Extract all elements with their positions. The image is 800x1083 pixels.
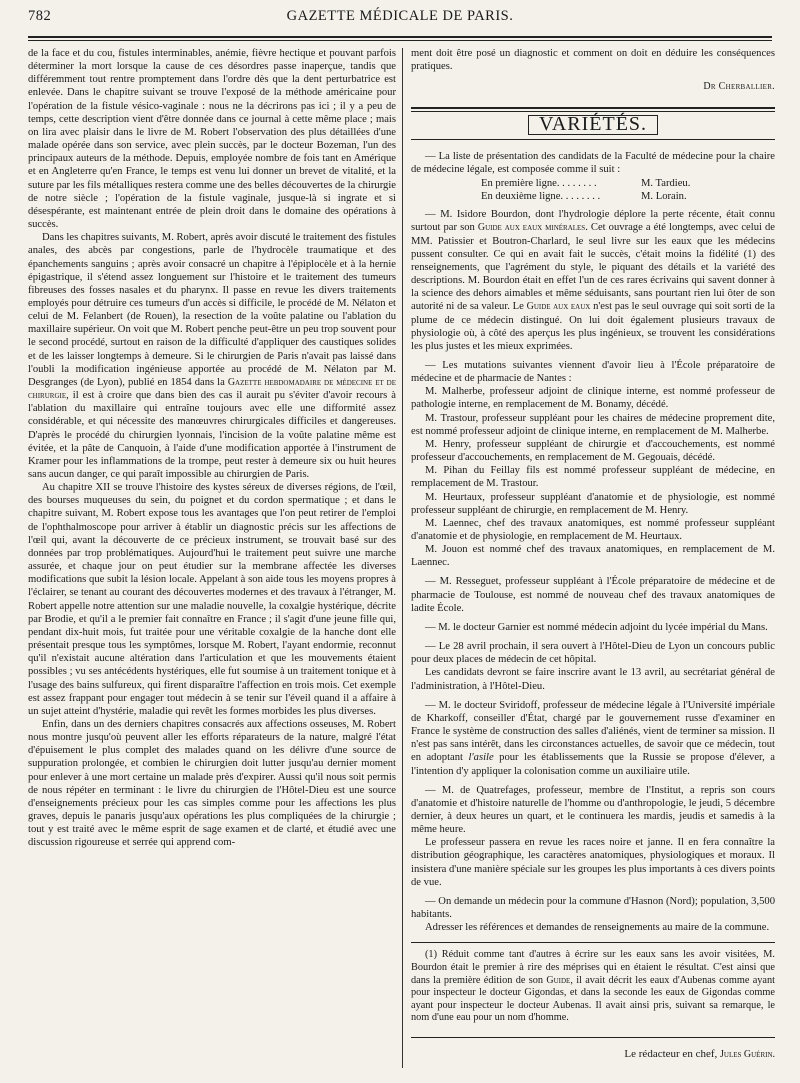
news-item: M. Trastour, professeur suppléant pour les chaires de médecine proprement dite, est nommé professeur adjoint de clinique interne, en remplacement de M. Malherbe. <box>411 412 775 437</box>
news-item: M. Malherbe, professeur adjoint de clinique interne, est nommé professeur de pathologie interne, en remplacement de M. Bonamy, décédé. <box>411 386 775 411</box>
text-run: Dans les chapitres suivants, M. Robert, après avoir discuté le traitement des fistules anales, des abcès par congestions, parle de l'hydrocèle traumatique et des épanchements sanguins ; après avoir consacré un chapitre à l'épiplocèle et à la hernie épigastrique, il s'étend assez longuement sur l'histoire et le traitement des tumeurs fibreuses des fosses nasales et du pharynx. Il passe en revue les divers traitements employés pour détruire ces tumeurs d'un accès si difficile, le procédé de M. Nélaton et celui de M. Felanbert (de Rouen), la resection de la voûte palatine ou l'ablation du maxillaire supérieur. On voit que M. Robert penche peut-être un peu trop souvent pour le second procédé, surtout en raison de la difficulté d'appliquer des caustiques solides et de les laisser longtemps à demeure. Si le chirurgien de Paris n'avait pas laissé dans l'oubli la modification ingénieuse apportée au procédé de M. Nélaton par M. Desgranges (de Lyon), publié en 1854 dans la <box>28 232 396 388</box>
section-title: VARIÉTÉS. <box>528 115 658 134</box>
news-item: Les candidats devront se faire inscrire avant le 13 avril, au secrétariat général de l'administration, à l'Hôtel-Dieu. <box>411 667 775 692</box>
journal-title: GAZETTE MÉDICALE DE PARIS. <box>286 8 514 24</box>
news-item: — On demande un médecin pour la commune d'Hasnon (Nord); population, 3,500 habitants. <box>411 895 775 921</box>
news-item: Le professeur passera en revue les races noire et janne. Il en fera connaître la distribution géographique, les caractères anatomiques, physiologiques et moraux. Il insistera d'une manière spéciale sur les groupes les plus importants à ces divers points de vue. <box>411 837 775 888</box>
news-item: — M. Resseguet, professeur suppléant à l'École préparatoire de médecine et de pharmacie de Toulouse, est nommé de nouveau chef des travaux anatomiques de ladite École. <box>411 576 775 614</box>
left-column <box>28 47 396 850</box>
text-run: — M. le docteur Sviridoff, professeur de médecine légale à l'Université impériale de Kharkoff, conseiller d'État, chargé par le gouvernement russe d'examiner en France le système de construction des salles d'aliénés, vient de terminer sa mission. Il n'est pas sans intérêt, dans les circonstances actuelles, de savoir que ce médecin, tout en adoptant <box>411 699 775 764</box>
candidate-row <box>481 177 775 190</box>
news-item: — M. le docteur Garnier est nommé médecin adjoint du lycée impérial du Mans. <box>425 621 768 633</box>
section-heading-box <box>411 107 775 139</box>
book-title: Guide aux eaux <box>526 301 591 313</box>
news-item: — Les mutations suivantes viennent d'avoir lieu à l'École préparatoire de médecine et de pharmacie de Nantes : <box>411 359 775 385</box>
news-item: M. Jouon est nommé chef des travaux anatomiques, en remplacement de M. Laennec. <box>411 544 775 569</box>
candidate-rank: En deuxième ligne. . . . . . . . <box>481 191 601 203</box>
header-rule <box>28 36 772 38</box>
editor-name: Jules Guérin. <box>720 1048 775 1060</box>
paragraph: Enfin, dans un des derniers chapitres consacrés aux affections osseuses, M. Robert nous montre jusqu'où peuvent aller les efforts réparateurs de la nature, malgré l'état d'épuisement le plus complet des malades quand on les délivre d'une source de suppuration prolongée, et combien le chirurgien doit lutter jusqu'au dernier moment pour enlever à une mort certaine un malade près d'expirer. Aussi qu'il nous soit permis de nous répéter en terminant : le livre du chirurgien de l'Hôtel-Dieu est une source d'enseignements précieux pour les cas simples comme pour les affections les plus graves, depuis le panaris jusqu'aux opérations les plus compliquées de la chirurgie ; tout y est traité avec le même esprit de sage examen et de clarté, et étudié avec une discussion rigoureuse et serrée qui apprend com- <box>28 718 396 849</box>
news-item: Adresser les références et demandes de renseignements au maire de la commune. <box>425 922 770 934</box>
header-rule-thin <box>28 40 772 41</box>
text-run: , il avait décrit les eaux d'Aubenas comme ayant pour inspecteur le docteur Gigondas, et dans la seconde les eaux de Gigondas comme ayant pour inspecteur le docteur Aubenas. Il avait ainsi pris, suivant sa remarque, le nom d'une eau pour un nom d'homme. <box>411 974 776 1024</box>
article-signature: Dr Cherballier. <box>703 81 775 93</box>
paragraph: de la face et du cou, fistules interminables, anémie, fièvre hectique et pouvant parfois déterminer la mort lorsque la cause de ces désordres passe inaperçue, tandis que différemment tout rentre promptement dans l'ordre dès que la dent perturbatrice est enlevée. Dans le chapitre suivant se trouve l'exposé de la méthode américaine pour l'opération de la fistule vésico-vaginale : nous ne la décrirons pas ici ; il y a peu de temps, cette description vient d'être donnée dans ce journal à cette même place ; mais on lira avec plaisir dans le livre de M. Robert l'observation des plus détaillées d'une malade opérée dans son service, avec plein succès, par le docteur Bozeman, l'un des principaux auteurs de la méthode. Depuis, employée nombre de fois tant en Amérique et en Angleterre qu'en France, le temps est venu lui donner un brevet de vitalité, et la suture par les fils métalliques restera comme une des belles découvertes de la chirurgie de notre siècle ; l'opération de la fistule vaginale, jusque-là si ingrate et si désespérante, est maintenant entrée de plein droit dans le domaine des opérations à succès. <box>28 48 396 231</box>
text-run: , il est à croire que dans bien des cas il aurait pu s'éviter d'avoir recours à l'ablation du maxillaire qui entraîne toujours avec elle une difformité assez considérable, et qui nécessite des manœuvres chirurgicales difficiles et dangereuses. D'après le procédé du chirurgien lyonnais, l'incision de la voûte palatine même est évitée, et la pâte de Canquoin, à l'aide d'une modification apportée à l'instrument de Kramer pour les inflammations de la trompe, peut rester à demeure six ou huit heures sans aucun danger, ce qui paraît impossible au chirurgien de Paris. <box>28 390 396 480</box>
candidate-rank: En première ligne. . . . . . . . <box>481 177 597 189</box>
page-number: 782 <box>28 8 52 24</box>
news-item <box>411 699 775 778</box>
footnote <box>411 942 775 1025</box>
text-run: . Cet ouvrage a été longtemps, avec celui de MM. Patissier et Boutron-Charlard, le seul livre sur les eaux que les médecins pussent consulter. Ce qui en avait fait le succès, c'était moins la fidélité (1) des renseignements, que l'agrément du style, le piquant des détails et la variété des descriptions. M. Bourdon était en effet l'un de ces rares écrivains qui savent donner à la science des dehors aimables et même séduisants, sans pourtant rien lui ôter de son autorité ni de sa valeur. Le <box>411 222 775 313</box>
news-item: M. Henry, professeur suppléant de chirurgie et d'accouchements, est nommé professeur d'accouchements, en remplacement de M. Gegouais, décédé. <box>411 438 775 464</box>
editor-signature <box>411 1037 775 1061</box>
book-title: Guide aux eaux minérales <box>477 222 586 234</box>
text-run: n'est pas le seul ouvrage qui soit sorti de la plume de ce médecin distingué. On lui doit également plusieurs travaux de physiologie où, à côté des aperçus les plus ingénieux, se trouvent les considérations les plus justes et les mieux exprimées. <box>411 301 775 352</box>
news-item: M. Laennec, chef des travaux anatomiques, est nommé professeur suppléant d'anatomie et de physiologie, en remplacement de M. Heurtaux. <box>411 517 775 542</box>
text-run: — M. Isidore Bourdon, dont l'hydrologie déplore la perte récente, était connu surtout par son <box>411 209 775 234</box>
candidate-row <box>481 190 775 203</box>
candidate-name: M. Lorain. <box>641 191 687 203</box>
news-item <box>411 208 775 353</box>
paragraph: Au chapitre XII se trouve l'histoire des kystes séreux de diverses régions, de l'œil, des bourses muqueuses du sein, du poignet et du cordon spermatique ; et dans le chapitre suivant, M. Robert expose tous les avantages que l'on peut retirer de l'emploi de l'ophthalmoscope pour arriver à établir un diagnostic précis sur les affections de l'œil qui, avant la découverte de ce précieux instrument, se trouvait basé sur des données par trop problématiques. Aujourd'hui le traitement peut suivre une marche assurée, et chaque jour on peut étudier sur la membrane affectée les diverses modifications que subit la lésion locale. Appelant à son aide tous les moyens propres à l'éclairer, se tenant au courant des découvertes modernes et des travaux à l'étranger, M. Robert appelle notre attention sur une maladie nouvelle, la coxalgie hystérique, décrite par Brodie, et qu'il a le premier fait connaître en France ; il s'agit d'une jeune fille qui, pendant dix-huit mois, fut traitée pour une véritable coxalgie de la hanche dont elle présentait presque tous les symptômes, lorsque M. Robert, l'ayant endormie, reconnut qu'il n'existait aucune altération dans l'articulation et que les mouvements étaient possibles ; vu ses antécédents hystériques, elle fut soumise à un traitement tonique et à l'usage des bains sulfureux, qui firent disparaître l'affection en trois mois. Cet exemple est assez frappant pour engager tout médecin à se tenir sur l'éveil quand il a affaire à un sujet atteint d'hystérie, maladie qui revêt les formes morbides les plus diverses. <box>28 482 396 717</box>
news-item: M. Pihan du Feillay fils est nommé professeur suppléant de médecine, en remplacement de M. Trastour. <box>411 465 775 490</box>
candidate-name: M. Tardieu. <box>641 177 691 189</box>
column-divider <box>402 48 403 1068</box>
editor-label: Le rédacteur en chef, <box>624 1047 718 1060</box>
news-item: — Le 28 avril prochain, il sera ouvert à l'Hôtel-Dieu de Lyon un concours public pour deux places de médecin de cet hôpital. <box>411 641 775 666</box>
journal-reference: Gazette hebdomadaire de médecine et de chirurgie <box>28 376 397 402</box>
news-item: — La liste de présentation des candidats de la Faculté de médecine pour la chaire de médecine légale, est composée comme il suit : <box>411 150 775 175</box>
running-header <box>28 6 772 32</box>
book-title: Guide <box>546 974 571 986</box>
news-item: M. Heurtaux, professeur suppléant d'anatomie et de physiologie, est nommé professeur suppléant de chirurgie, en remplacement de M. Henry. <box>411 491 775 516</box>
text-run: pour les établissements que la Russie se propose d'élever, a l'intention d'y appliquer la colonisation comme un auxiliaire utile. <box>411 752 775 777</box>
candidate-list <box>411 177 775 203</box>
emphasis: l'asile <box>468 752 494 764</box>
footnote-text <box>411 949 775 1025</box>
paragraph <box>28 231 396 481</box>
text-run: (1) Réduit comme tant d'autres à écrire sur les eaux sans les avoir visitées, M. Bourdon était le premier à rire des méprises qui en étaient le résultat. C'est ainsi que dans la première édition de son <box>411 949 775 986</box>
paragraph: ment doit être posé un diagnostic et comment on doit en déduire les conséquences pratiques. <box>411 48 775 73</box>
news-item: — M. de Quatrefages, professeur, membre de l'Institut, a repris son cours d'anatomie et d'histoire naturelle de l'homme ou d'anthropologie, le jeudi, 5 décembre dernier, à deux heures un quart, et le continuera les mardis, jeudis et samedis à la même heure. <box>411 784 775 836</box>
right-column <box>411 47 775 1061</box>
